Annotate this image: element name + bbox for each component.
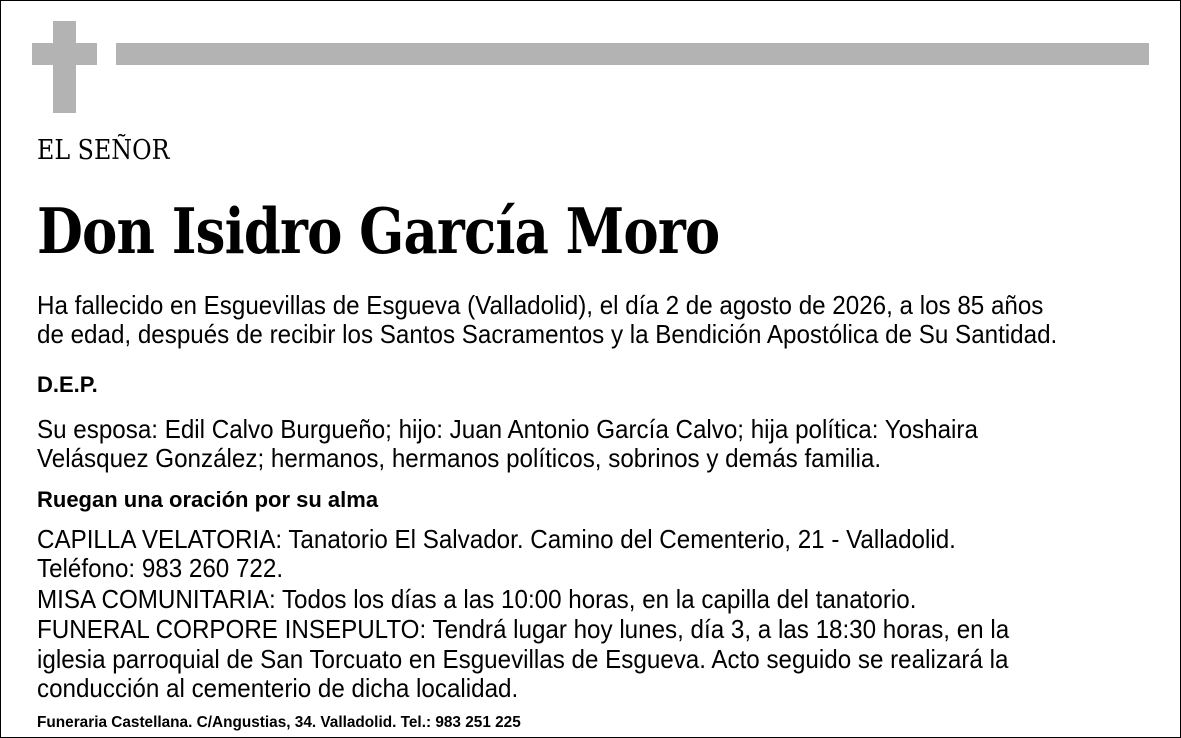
dep-label: D.E.P. bbox=[37, 372, 98, 397]
prayer-request: Ruegan una oración por su alma bbox=[37, 487, 379, 512]
family-line-2: Velásquez González; hermanos, hermanos políticos, sobrinos y demás familia. bbox=[37, 443, 882, 473]
funeral-home-footer: Funeraria Castellana. C/Angustias, 34. Valladolid. Tel.: 983 251 225 bbox=[37, 714, 521, 731]
cross-icon bbox=[53, 21, 76, 113]
details-line-5: iglesia parroquial de San Torcuato en Esguevillas de Esgueva. Acto seguido se realizará la bbox=[37, 644, 1009, 674]
details-line-2: Teléfono: 983 260 722. bbox=[37, 553, 284, 583]
details-line-6: conducción al cementerio de dicha localidad. bbox=[37, 673, 519, 703]
announcement-line-1: Ha fallecido en Esguevillas de Esgueva (Valladolid), el día 2 de agosto de 2026, a los 85 años bbox=[37, 290, 1044, 320]
header-bar bbox=[116, 43, 1149, 65]
family-line-1: Su esposa: Edil Calvo Burgueño; hijo: Juan Antonio García Calvo; hija política: Yoshaira bbox=[37, 414, 978, 444]
cross-icon-arm bbox=[32, 43, 97, 65]
details-line-4: FUNERAL CORPORE INSEPULTO: Tendrá lugar hoy lunes, día 3, a las 18:30 horas, en la bbox=[37, 614, 1010, 644]
honorific: EL SEÑOR bbox=[37, 135, 170, 166]
details-line-1: CAPILLA VELATORIA: Tanatorio El Salvador. Camino del Cementerio, 21 - Valladolid. bbox=[37, 524, 956, 554]
details-line-3: MISA COMUNITARIA: Todos los días a las 10:00 horas, en la capilla del tanatorio. bbox=[37, 584, 917, 614]
deceased-name: Don Isidro García Moro bbox=[37, 194, 720, 268]
announcement-line-2: de edad, después de recibir los Santos Sacramentos y la Bendición Apostólica de Su Santidad. bbox=[37, 319, 1058, 349]
